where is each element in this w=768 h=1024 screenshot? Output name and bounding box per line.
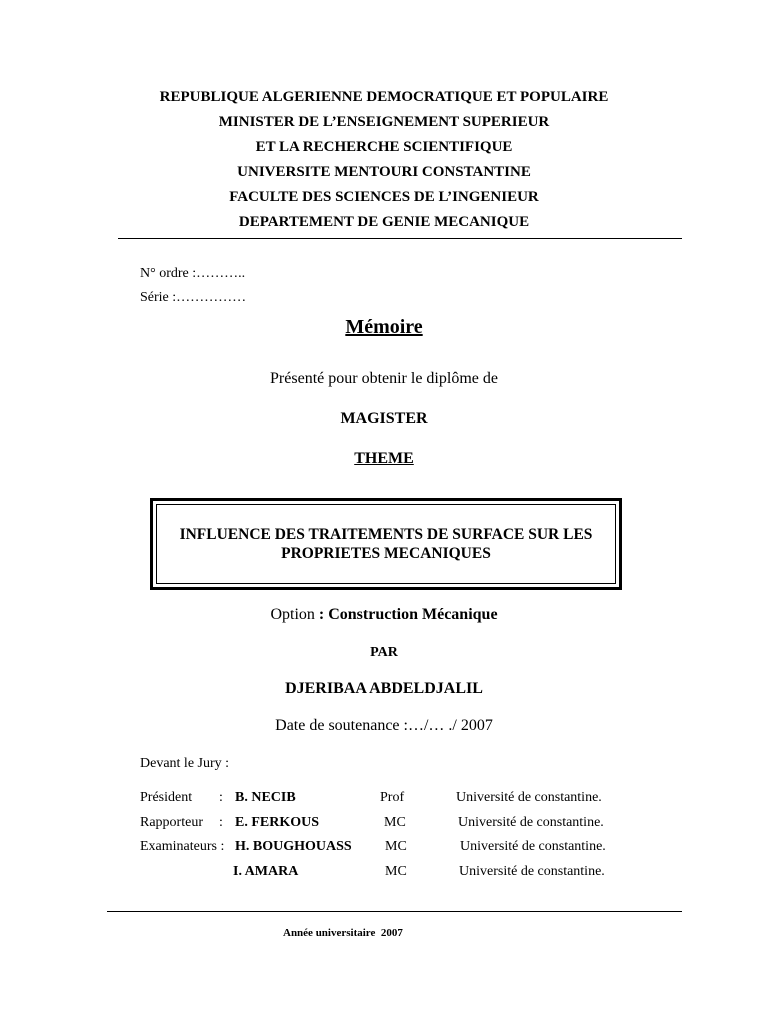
jury-name-3: H. BOUGHOUASS xyxy=(235,839,352,854)
academic-year: Année universitaire 2007 xyxy=(283,927,403,939)
thesis-title-box xyxy=(150,498,622,590)
jury-univ-3: Université de constantine. xyxy=(460,839,606,854)
jury-sep-2: : xyxy=(219,815,223,830)
jury-sep-1: : xyxy=(219,790,223,805)
jury-univ-4: Université de constantine. xyxy=(459,864,605,879)
option xyxy=(0,606,768,624)
theme-label: THEME xyxy=(354,450,414,467)
presented-for: Présenté pour obtenir le diplôme de xyxy=(270,370,498,387)
jury-grade-1: Prof xyxy=(380,790,405,805)
footer-divider xyxy=(107,911,682,912)
header-line-3: ET LA RECHERCHE SCIENTIFIQUE xyxy=(255,139,513,155)
par-label: PAR xyxy=(370,645,398,660)
jury-role-2: Rapporteur xyxy=(140,815,203,830)
option-value: : Construction Mécanique xyxy=(318,606,498,623)
header-line-6: DEPARTEMENT DE GENIE MECANIQUE xyxy=(238,214,530,230)
jury-name-2: E. FERKOUS xyxy=(235,815,320,830)
author-name: DJERIBAA ABDELDJALIL xyxy=(285,680,483,697)
option-label: Option xyxy=(270,606,319,623)
jury-role-3: Examinateurs : xyxy=(140,839,225,854)
serie-number: Série :…………… xyxy=(140,290,247,305)
order-number: N° ordre :……….. xyxy=(140,266,246,281)
jury-heading: Devant le Jury : xyxy=(140,756,230,771)
header-line-2: MINISTER DE L’ENSEIGNEMENT SUPERIEUR xyxy=(218,114,550,130)
jury-univ-1: Université de constantine. xyxy=(456,790,602,805)
jury-grade-3: MC xyxy=(385,839,407,854)
header-divider xyxy=(118,238,682,239)
jury-name-1: B. NECIB xyxy=(235,790,296,805)
degree: MAGISTER xyxy=(340,410,428,427)
defense-date: Date de soutenance :…/… ./ 2007 xyxy=(275,717,493,734)
header-line-5: FACULTE DES SCIENCES DE L’INGENIEUR xyxy=(229,189,539,205)
jury-univ-2: Université de constantine. xyxy=(458,815,604,830)
header-line-1: REPUBLIQUE ALGERIENNE DEMOCRATIQUE ET POPULAIRE xyxy=(159,89,609,105)
document-type: Mémoire xyxy=(345,316,423,338)
jury-role-1: Président xyxy=(140,790,193,805)
jury-grade-4: MC xyxy=(385,864,407,879)
jury-grade-2: MC xyxy=(384,815,406,830)
jury-name-4: I. AMARA xyxy=(233,864,299,879)
thesis-title-line-1: INFLUENCE DES TRAITEMENTS DE SURFACE SUR LES xyxy=(179,526,593,543)
thesis-title xyxy=(156,504,616,584)
header-line-4: UNIVERSITE MENTOURI CONSTANTINE xyxy=(237,164,531,180)
thesis-title-line-2: PROPRIETES MECANIQUES xyxy=(281,545,491,562)
